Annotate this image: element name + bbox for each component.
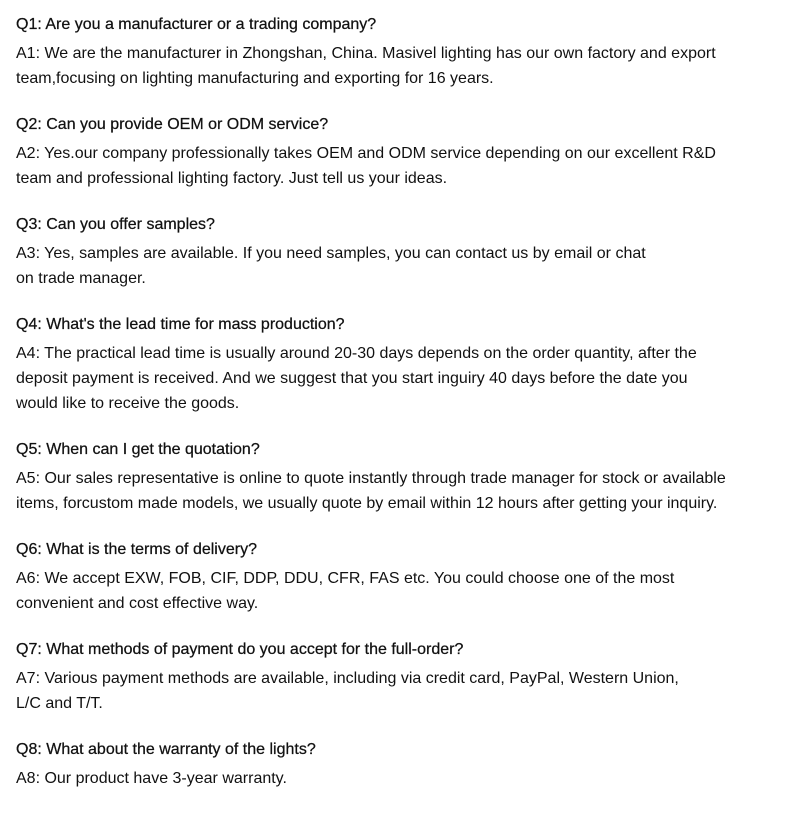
question-8: Q8: What about the warranty of the lights? (16, 741, 316, 758)
answer-4 (16, 341, 776, 416)
spacer (16, 716, 776, 739)
question-5: Q5: When can I get the quotation? (16, 441, 260, 458)
answer-8 (16, 766, 776, 791)
spacer (16, 191, 776, 214)
answer-line: team,focusing on lighting manufacturing and exporting for 16 years. (16, 70, 494, 87)
faq-item-6 (16, 539, 776, 616)
answer-line: L/C and T/T. (16, 695, 103, 712)
spacer (16, 616, 776, 639)
answer-line: A3: Yes, samples are available. If you need samples, you can contact us by email or chat (16, 245, 646, 262)
answer-1 (16, 41, 776, 91)
question-3: Q3: Can you offer samples? (16, 216, 215, 233)
question-4: Q4: What's the lead time for mass production? (16, 316, 345, 333)
spacer (16, 416, 776, 439)
answer-line: A2: Yes.our company professionally takes OEM and ODM service depending on our excellent R&D (16, 145, 716, 162)
faq-list (16, 14, 776, 791)
answer-3 (16, 241, 776, 291)
answer-6 (16, 566, 776, 616)
answer-7 (16, 666, 776, 716)
question-2: Q2: Can you provide OEM or ODM service? (16, 116, 329, 133)
faq-item-7 (16, 639, 776, 716)
faq-item-2 (16, 114, 776, 191)
question-7: Q7: What methods of payment do you accept for the full-order? (16, 641, 464, 658)
answer-line: A8: Our product have 3-year warranty. (16, 770, 287, 787)
answer-line: items, forcustom made models, we usually quote by email within 12 hours after getting your inquiry. (16, 495, 718, 512)
faq-item-4 (16, 314, 776, 416)
spacer (16, 91, 776, 114)
answer-line: convenient and cost effective way. (16, 595, 259, 612)
faq-item-1 (16, 14, 776, 91)
spacer (16, 516, 776, 539)
answer-line: A7: Various payment methods are available, including via credit card, PayPal, Western Union, (16, 670, 679, 687)
answer-line: team and professional lighting factory. Just tell us your ideas. (16, 170, 448, 187)
answer-line: A5: Our sales representative is online to quote instantly through trade manager for stock or available (16, 470, 726, 487)
answer-5 (16, 466, 776, 516)
answer-line: on trade manager. (16, 270, 146, 287)
answer-line: A4: The practical lead time is usually around 20-30 days depends on the order quantity, after the (16, 345, 697, 362)
question-6: Q6: What is the terms of delivery? (16, 541, 257, 558)
spacer (16, 291, 776, 314)
answer-line: A6: We accept EXW, FOB, CIF, DDP, DDU, CFR, FAS etc. You could choose one of the most (16, 570, 675, 587)
answer-line: A1: We are the manufacturer in Zhongshan, China. Masivel lighting has our own factory and export (16, 45, 716, 62)
question-1: Q1: Are you a manufacturer or a trading company? (16, 16, 377, 33)
answer-line: would like to receive the goods. (16, 395, 240, 412)
faq-item-8 (16, 739, 776, 791)
faq-item-5 (16, 439, 776, 516)
answer-line: deposit payment is received. And we suggest that you start inguiry 40 days before the date you (16, 370, 688, 387)
faq-item-3 (16, 214, 776, 291)
answer-2 (16, 141, 776, 191)
